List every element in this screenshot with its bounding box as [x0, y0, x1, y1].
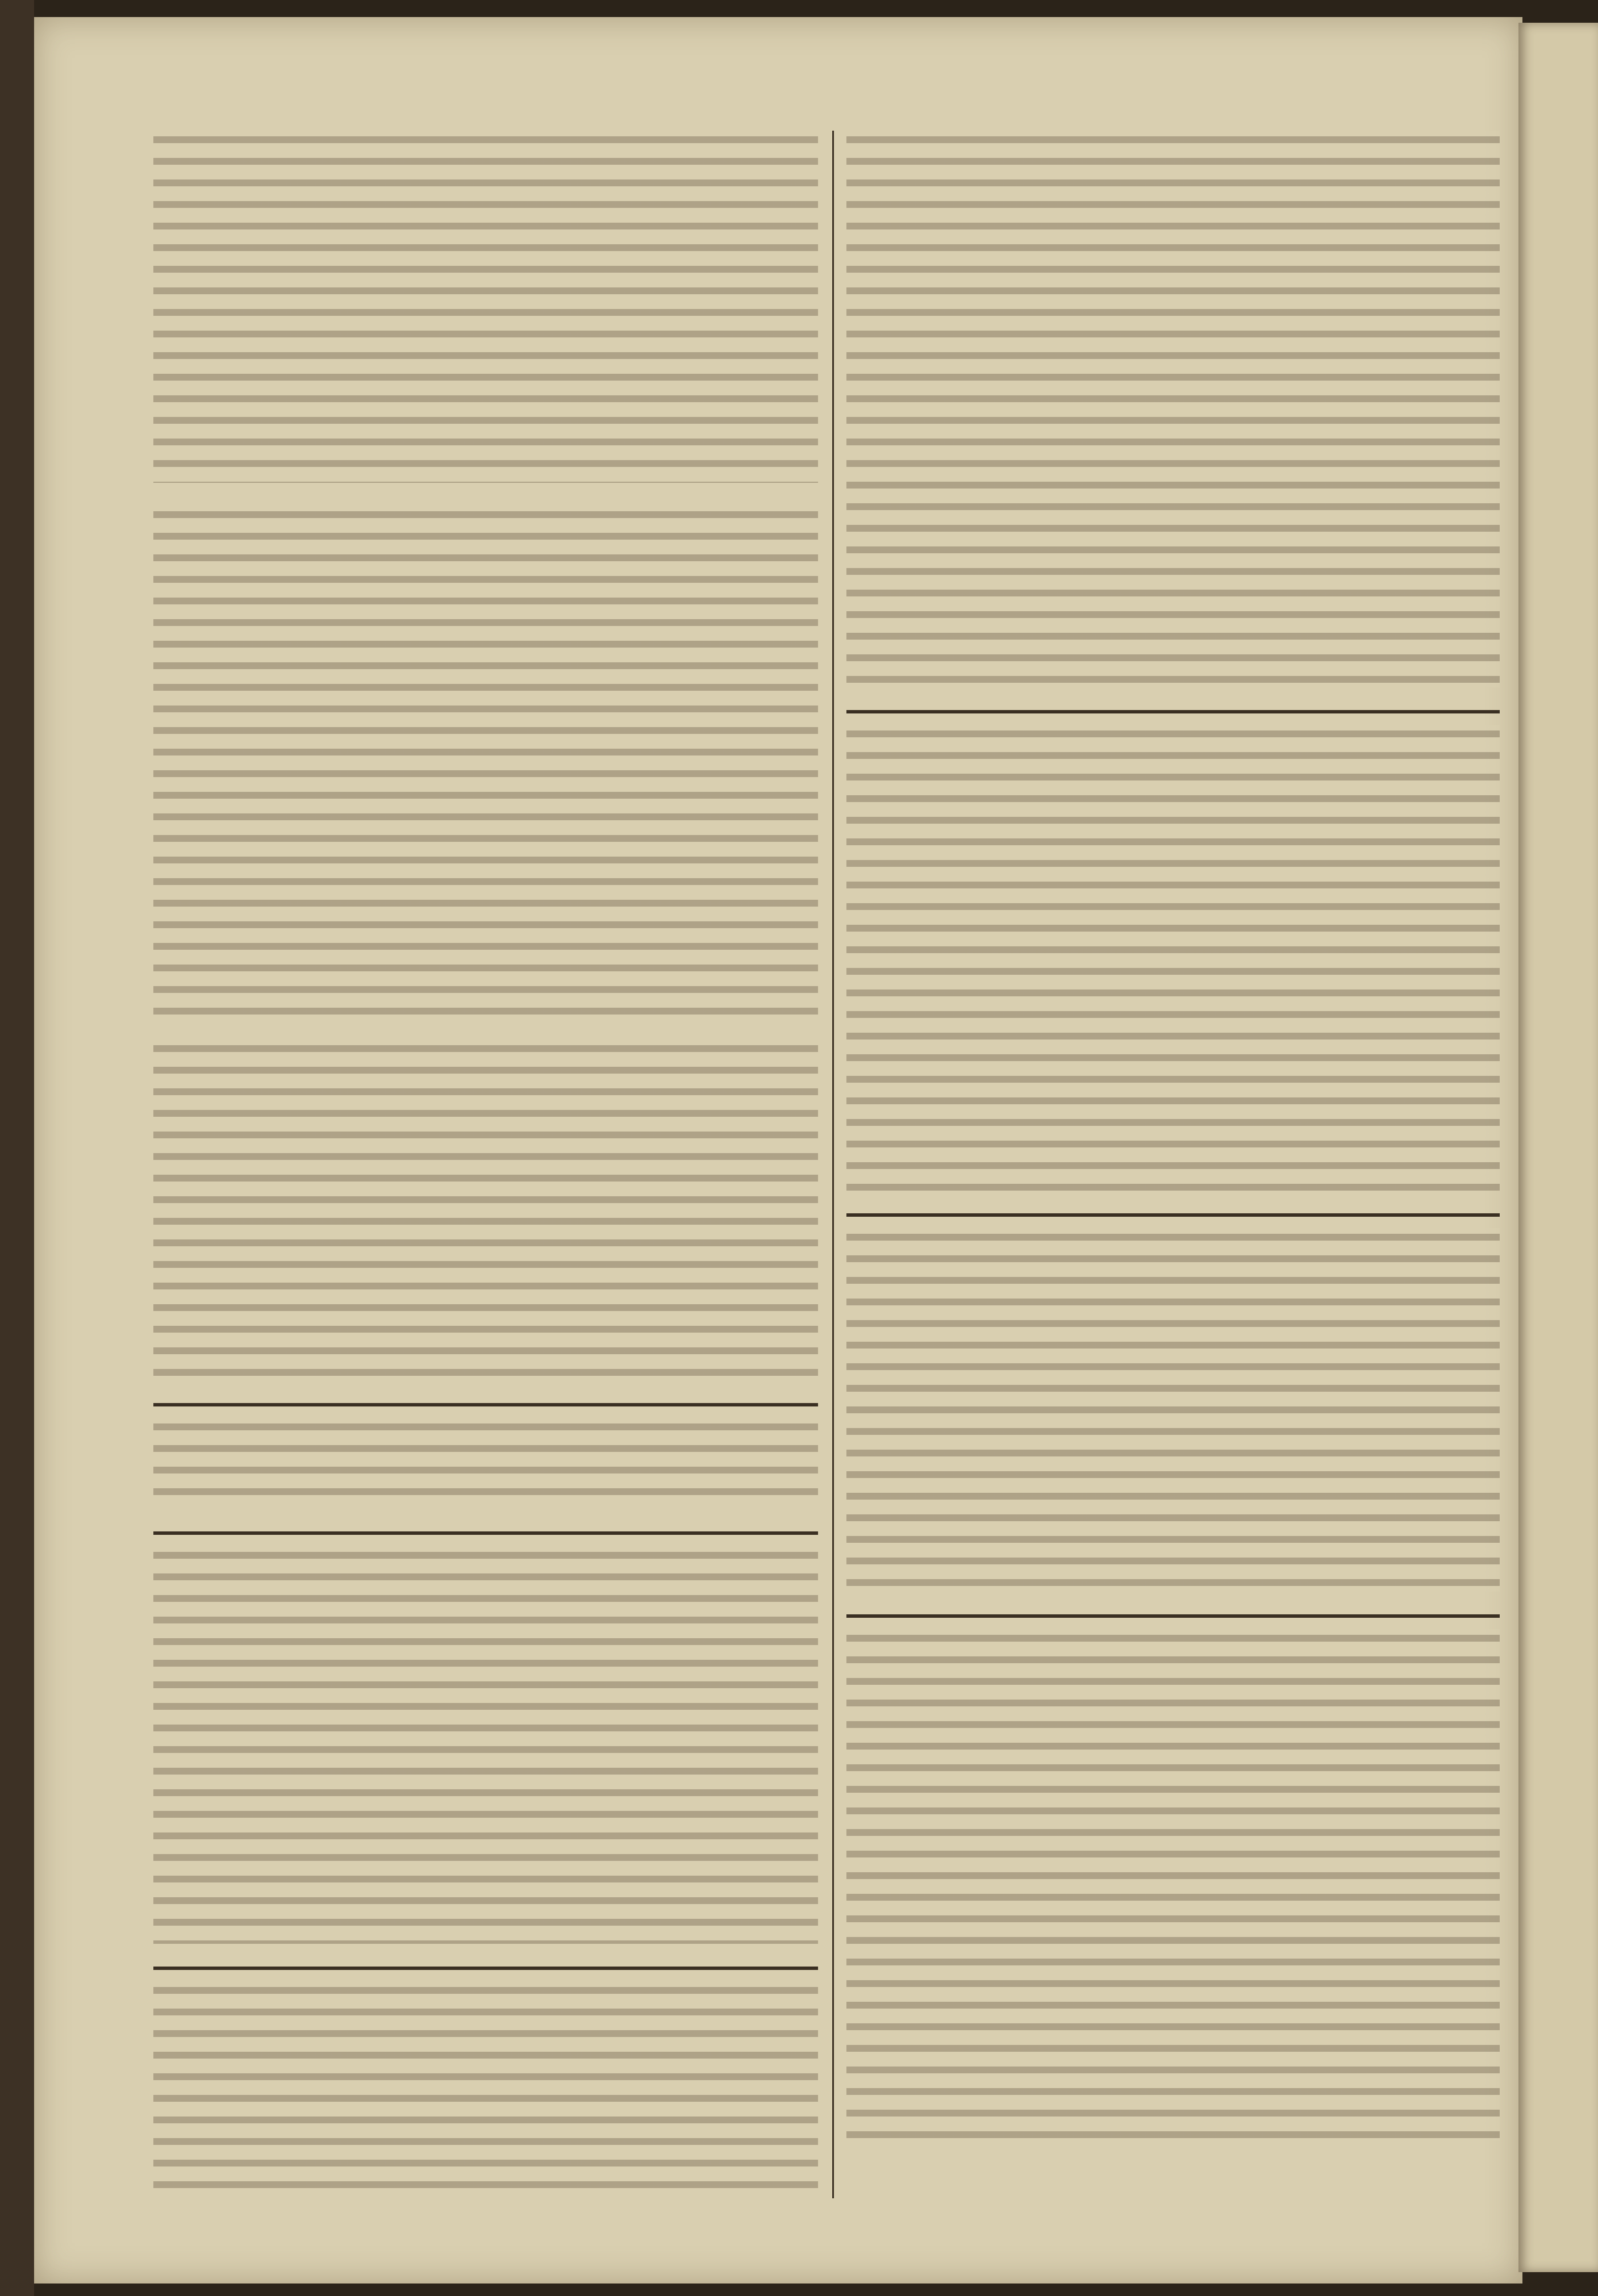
text-block: [153, 1981, 818, 2197]
text-block: [153, 506, 818, 1017]
section-rule: [153, 1531, 818, 1535]
section-rule: [153, 1967, 818, 1970]
column-divider: [832, 131, 834, 2198]
text-block: [153, 1040, 818, 1380]
text-block: [846, 725, 1500, 1191]
text-block: [846, 1228, 1500, 1592]
column-right: [846, 131, 1500, 2198]
text-block: [153, 1546, 818, 1944]
section-rule: [846, 710, 1500, 713]
section-rule: [846, 1614, 1500, 1618]
section-rule: [846, 1213, 1500, 1217]
section-rule: [153, 1403, 818, 1406]
binding-spine: [0, 0, 34, 2296]
column-left: [153, 131, 818, 2198]
adjacent-page-edge: [1518, 23, 1598, 2272]
text-block: [846, 1629, 1500, 2140]
text-block: [846, 131, 1500, 687]
text-block: [153, 131, 818, 483]
text-block: [153, 1418, 818, 1509]
newspaper-page: [34, 17, 1522, 2284]
